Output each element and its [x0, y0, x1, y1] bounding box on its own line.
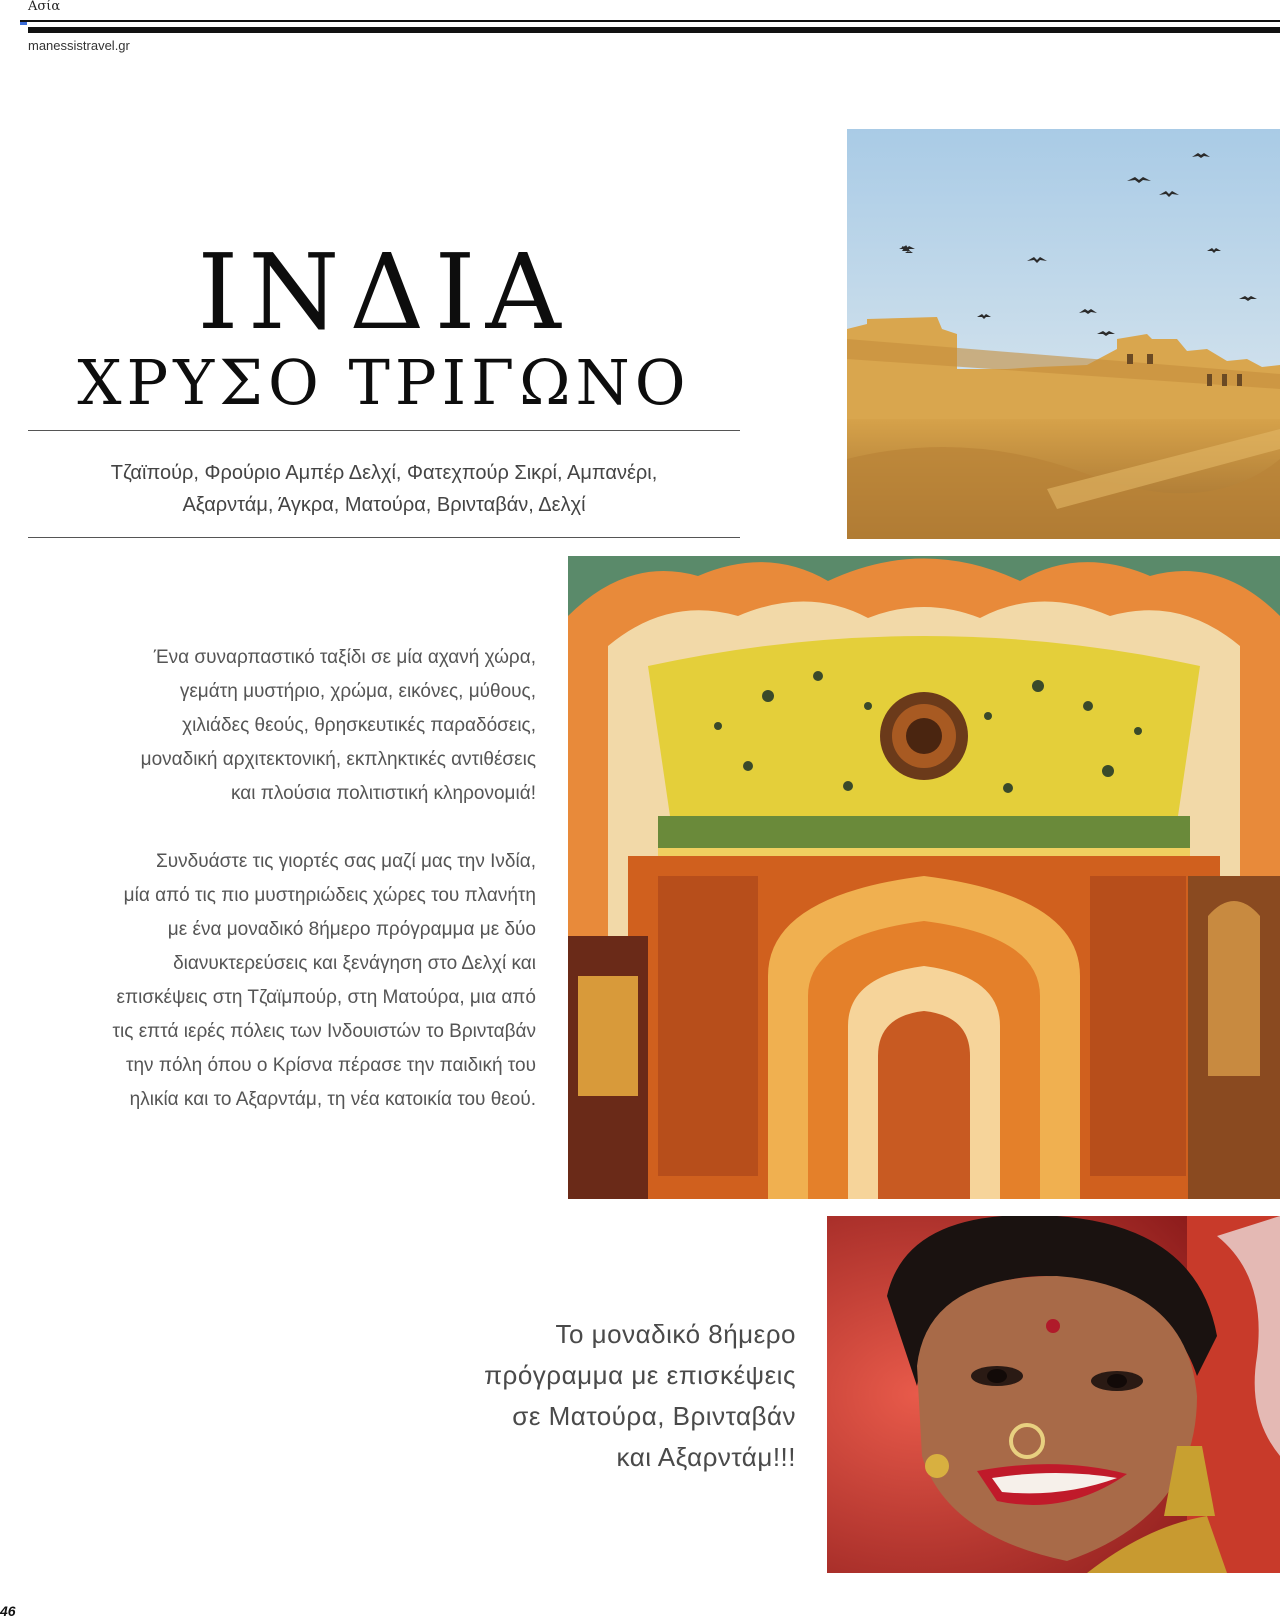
quote-line: σε Ματούρα, Βρινταβάν [512, 1401, 796, 1431]
header-rule-thick [28, 27, 1280, 33]
text-line: με ένα μοναδικό 8ήμερο πρόγραμμα με δύο [167, 919, 536, 940]
header-blue-mark [20, 22, 27, 25]
route-divider [28, 537, 740, 538]
header-rule-thin [20, 20, 1280, 22]
page-title: ΙΝΔΙΑ [197, 231, 571, 353]
text-line: μία από τις πιο μυστηριώδεις χώρες του πλανήτη [123, 885, 536, 906]
section-label: Ασία [28, 0, 61, 14]
fort-photo [847, 129, 1280, 539]
intro-paragraph-2 [66, 845, 536, 1117]
text-line: και πλούσια πολιτιστική κληρονομιά! [231, 783, 536, 804]
intro-paragraph-1 [66, 641, 536, 811]
text-line: Ένα συναρπαστικό ταξίδι σε μία αχανή χώρα, [153, 647, 536, 668]
site-name: manessistravel.gr [28, 38, 130, 53]
text-line: επισκέψεις στη Τζαϊμπούρ, στη Ματούρα, μια από [116, 987, 536, 1008]
palace-arch-photo [568, 556, 1280, 1199]
text-line: την πόλη όπου ο Κρίσνα πέρασε την παιδική του [125, 1055, 536, 1076]
route-line: Τζαϊπούρ, Φρούριο Αμπέρ Δελχί, Φατεχπούρ Σικρί, Αμπανέρι, [110, 462, 658, 484]
text-line: διανυκτερεύσεις και ξενάγηση στο Δελχί και [173, 953, 536, 974]
highlight-quote [376, 1314, 796, 1478]
text-line: ηλικία και το Αξαρντάμ, τη νέα κατοικία του θεού. [129, 1089, 536, 1110]
portrait-photo [827, 1216, 1280, 1573]
quote-line: και Αξαρντάμ!!! [616, 1442, 796, 1472]
text-line: χιλιάδες θεούς, θρησκευτικές παραδόσεις, [182, 715, 536, 736]
title-divider [28, 430, 740, 431]
text-line: Συνδυάστε τις γιορτές σας μαζί μας την Ινδία, [156, 851, 536, 872]
page-subtitle: ΧΡΥΣΟ ΤΡΙΓΩΝΟ [77, 346, 691, 419]
page-number: 46 [0, 1603, 16, 1619]
quote-line: πρόγραμμα με επισκέψεις [484, 1360, 796, 1390]
text-line: μοναδική αρχιτεκτονική, εκπληκτικές αντιθέσεις [140, 749, 536, 770]
text-line: τις επτά ιερές πόλεις των Ινδουιστών το Βρινταβάν [112, 1021, 536, 1042]
quote-line: Το μοναδικό 8ήμερο [555, 1319, 796, 1349]
route-list [28, 457, 740, 521]
route-line: Αξαρντάμ, Άγκρα, Ματούρα, Βρινταβάν, Δελχί [182, 494, 586, 516]
text-line: γεμάτη μυστήριο, χρώμα, εικόνες, μύθους, [179, 681, 536, 702]
